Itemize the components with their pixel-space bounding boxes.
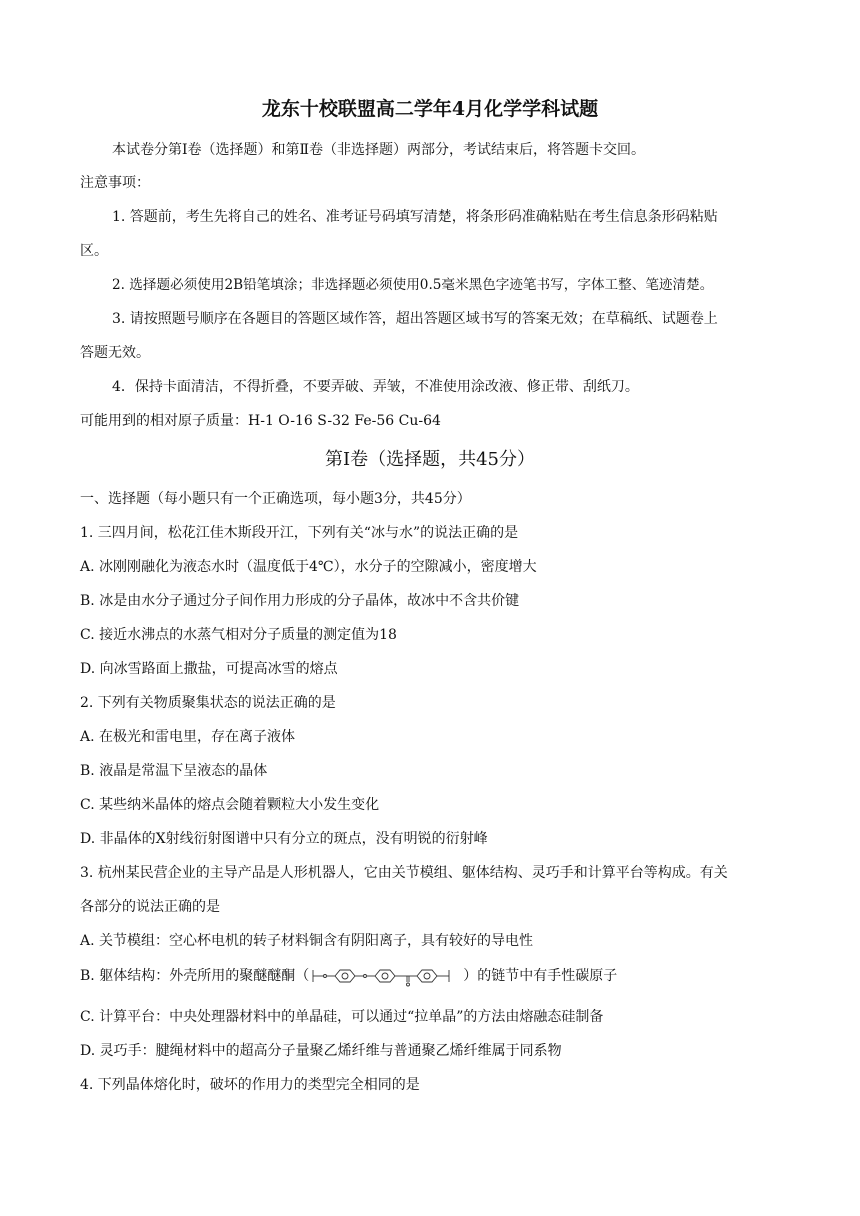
peek-structure-image	[311, 965, 461, 987]
section-title: 第Ⅰ卷（选择题，共45分）	[324, 449, 535, 470]
page-title: 龙东十校联盟高二学年4月化学学科试题	[261, 98, 599, 120]
notes-heading: 注意事项：	[80, 175, 150, 191]
note-3-cont: 答题无效。	[80, 345, 150, 361]
note-1: 1. 答题前，考生先将自己的姓名、准考证号码填写清楚，将条形码准确粘贴在考生信息条形码粘贴	[112, 209, 718, 225]
q3-option-a: A. 关节模组：空心杯电机的转子材料铜含有阴阳离子，具有较好的导电性	[80, 933, 534, 949]
q3-option-d: D. 灵巧手：腱绳材料中的超高分子量聚乙烯纤维与普通聚乙烯纤维属于同系物	[80, 1043, 562, 1059]
q3-option-b-text: B. 躯体结构：外壳所用的聚醚醚酮（	[80, 968, 310, 984]
note-3: 3. 请按照题号顺序在各题目的答题区域作答，超出答题区域书写的答案无效；在草稿纸、试题卷上	[112, 311, 718, 327]
q2-stem: 2. 下列有关物质聚集状态的说法正确的是	[80, 695, 336, 711]
q3-stem: 3. 杭州某民营企业的主导产品是人形机器人，它由关节模组、躯体结构、灵巧手和计算平台等构成。有关	[80, 865, 728, 881]
atomic-masses: 可能用到的相对原子质量：H-1 O-16 S-32 Fe-56 Cu-64	[80, 413, 441, 429]
q3-option-c: C. 计算平台：中央处理器材料中的单晶硅，可以通过“拉单晶”的方法由熔融态硅制备	[80, 1009, 604, 1025]
q1-option-d: D. 向冰雪路面上撒盐，可提高冰雪的熔点	[80, 661, 338, 677]
q1-option-a: A. 冰刚刚融化为液态水时（温度低于4℃），水分子的空隙减小，密度增大	[80, 559, 537, 575]
q2-option-a: A. 在极光和雷电里，存在离子液体	[80, 729, 296, 745]
q2-option-b: B. 液晶是常温下呈液态的晶体	[80, 763, 268, 779]
q3-option-b	[80, 963, 617, 989]
note-1-cont: 区。	[80, 243, 108, 259]
part-heading: 一、选择题（每小题只有一个正确选项，每小题3分，共45分）	[80, 491, 471, 507]
q2-option-d: D. 非晶体的X射线衍射图谱中只有分立的斑点，没有明锐的衍射峰	[80, 831, 488, 847]
q3-stem-cont: 各部分的说法正确的是	[80, 899, 220, 915]
note-4: 4．保持卡面清洁，不得折叠，不要弄破、弄皱，不准使用涂改液、修正带、刮纸刀。	[112, 379, 639, 395]
note-2: 2. 选择题必须使用2B铅笔填涂；非选择题必须使用0.5毫米黑色字迹笔书写，字体工整、笔迹清楚。	[112, 277, 714, 293]
q4-stem: 4. 下列晶体熔化时，破坏的作用力的类型完全相同的是	[80, 1077, 420, 1093]
q1-option-c: C. 接近水沸点的水蒸气相对分子质量的测定值为18	[80, 627, 397, 643]
intro-text: 本试卷分第Ⅰ卷（选择题）和第Ⅱ卷（非选择题）两部分，考试结束后，将答题卡交回。	[112, 142, 646, 158]
q1-stem: 1. 三四月间，松花江佳木斯段开江，下列有关“冰与水”的说法正确的是	[80, 525, 519, 541]
q3-option-b-text-end: ）的链节中有手性碳原子	[463, 968, 618, 984]
q2-option-c: C. 某些纳米晶体的熔点会随着颗粒大小发生变化	[80, 797, 380, 813]
q1-option-b: B. 冰是由水分子通过分子间作用力形成的分子晶体，故冰中不含共价键	[80, 593, 520, 609]
